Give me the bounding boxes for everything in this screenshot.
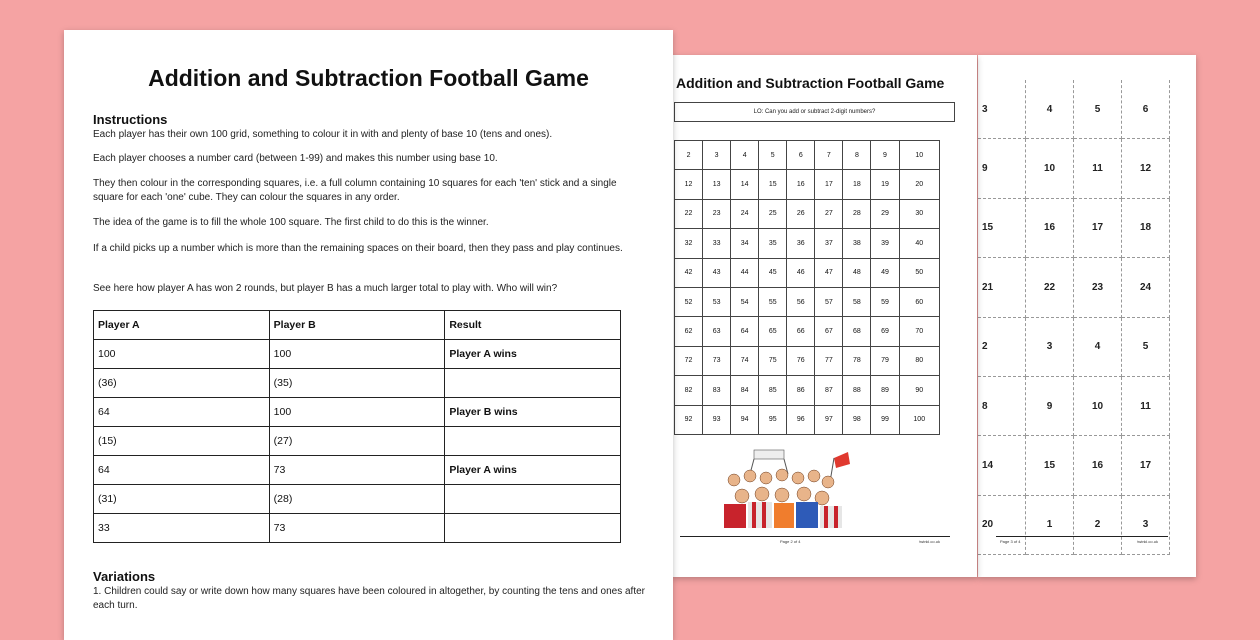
grid-cell: 39 <box>871 229 899 258</box>
grid-cell: 50 <box>899 258 940 287</box>
instructions-heading: Instructions <box>93 112 168 127</box>
table-cell: 64 <box>94 456 270 485</box>
sheet-title: Addition and Subtraction Football Game <box>148 65 589 91</box>
number-card: 17 <box>1122 436 1170 495</box>
grid-cell: 46 <box>787 258 815 287</box>
grid-cell: 4 <box>731 141 759 170</box>
grid-cell: 44 <box>731 258 759 287</box>
grid-cell: 97 <box>815 405 843 434</box>
table-cell: 100 <box>269 398 445 427</box>
table-cell: Player B wins <box>445 398 621 427</box>
table-cell <box>445 427 621 456</box>
table-cell: Player A wins <box>445 456 621 485</box>
grid-cell: 76 <box>787 346 815 375</box>
grid-row <box>675 258 940 287</box>
grid-cell: 95 <box>759 405 787 434</box>
table-cell: 64 <box>94 398 270 427</box>
number-card: 24 <box>1122 258 1170 317</box>
grid-row <box>675 405 940 434</box>
grid-cell: 42 <box>675 258 703 287</box>
variations-heading: Variations <box>93 569 156 584</box>
column-header: Player A <box>94 311 270 340</box>
grid-cell: 55 <box>759 287 787 316</box>
table-row <box>94 514 621 543</box>
grid-cell: 2 <box>675 141 703 170</box>
table-cell: 100 <box>269 340 445 369</box>
grid-cell: 27 <box>815 199 843 228</box>
grid-cell: 89 <box>871 376 899 405</box>
table-row <box>94 456 621 485</box>
hundred-grid <box>674 140 940 435</box>
grid-cell: 26 <box>787 199 815 228</box>
number-card: 3 <box>1026 318 1074 377</box>
instructions-sheet <box>64 30 673 640</box>
footer-site: twinkl.co.uk <box>1137 539 1158 544</box>
grid-cell: 79 <box>871 346 899 375</box>
hundred-grid-sheet <box>672 55 977 577</box>
grid-cell: 94 <box>731 405 759 434</box>
table-cell: 73 <box>269 456 445 485</box>
number-card: 10 <box>1026 139 1074 198</box>
grid-cell: 56 <box>787 287 815 316</box>
number-cards-sheet <box>978 55 1196 577</box>
page-footer <box>996 536 1168 547</box>
results-table <box>93 310 621 543</box>
number-card: 21 <box>978 258 1026 317</box>
number-card: 6 <box>1122 80 1170 139</box>
table-cell <box>445 485 621 514</box>
table-cell: (15) <box>94 427 270 456</box>
grid-cell: 63 <box>703 317 731 346</box>
number-card: 4 <box>1026 80 1074 139</box>
grid-cell: 45 <box>759 258 787 287</box>
instruction-paragraph: They then colour in the corresponding squares, i.e. a full column containing 10 squares for each 'ten' stick and a single square for each 'one' cube. They can colour the squares in any order. <box>93 178 617 203</box>
number-card: 16 <box>1026 199 1074 258</box>
number-card: 15 <box>978 199 1026 258</box>
instruction-paragraph: If a child picks up a number which is more than the remaining spaces on their board, then they pass and play continues. <box>93 243 623 254</box>
grid-row <box>675 141 940 170</box>
grid-row <box>675 199 940 228</box>
grid-sheet-title: Addition and Subtraction Football Game <box>676 75 945 91</box>
grid-row <box>675 376 940 405</box>
number-card: 23 <box>1074 258 1122 317</box>
number-cards-grid <box>978 80 1170 555</box>
table-header-row <box>94 311 621 340</box>
number-card: 14 <box>978 436 1026 495</box>
grid-cell: 29 <box>871 199 899 228</box>
number-card: 2 <box>978 318 1026 377</box>
grid-cell: 83 <box>703 376 731 405</box>
grid-cell: 92 <box>675 405 703 434</box>
variation-paragraph: 1. Children could say or write down how many squares have been coloured in altogether, by counting the tens and ones after each turn. <box>93 586 646 611</box>
number-card: 8 <box>978 377 1026 436</box>
grid-cell: 62 <box>675 317 703 346</box>
grid-cell: 30 <box>899 199 940 228</box>
grid-cell: 77 <box>815 346 843 375</box>
number-card: 20 <box>978 496 1026 555</box>
grid-cell: 24 <box>731 199 759 228</box>
grid-cell: 33 <box>703 229 731 258</box>
grid-cell: 93 <box>703 405 731 434</box>
grid-cell: 37 <box>815 229 843 258</box>
grid-cell: 60 <box>899 287 940 316</box>
footer-page-number: Page 3 of 4 <box>1000 539 1021 544</box>
grid-cell: 59 <box>871 287 899 316</box>
number-card: 4 <box>1074 318 1122 377</box>
grid-row <box>675 317 940 346</box>
grid-cell: 86 <box>787 376 815 405</box>
table-cell <box>445 369 621 398</box>
grid-cell: 36 <box>787 229 815 258</box>
grid-cell: 40 <box>899 229 940 258</box>
table-cell: (35) <box>269 369 445 398</box>
grid-cell: 6 <box>787 141 815 170</box>
grid-cell: 69 <box>871 317 899 346</box>
number-card: 12 <box>1122 139 1170 198</box>
instruction-paragraph: Each player has their own 100 grid, something to colour it in with and plenty of base 10 (tens and ones). <box>93 129 553 140</box>
instruction-paragraph: The idea of the game is to fill the whole 100 square. The first child to do this is the winner. <box>93 217 489 228</box>
learning-objective-box: LO: Can you add or subtract 2-digit numbers? <box>674 102 955 122</box>
number-card: 9 <box>978 139 1026 198</box>
grid-cell: 53 <box>703 287 731 316</box>
grid-cell: 8 <box>843 141 871 170</box>
grid-cell: 64 <box>731 317 759 346</box>
grid-cell: 28 <box>843 199 871 228</box>
grid-cell: 98 <box>843 405 871 434</box>
grid-cell: 38 <box>843 229 871 258</box>
grid-cell: 34 <box>731 229 759 258</box>
table-cell: (27) <box>269 427 445 456</box>
grid-row <box>675 170 940 199</box>
column-header: Result <box>445 311 621 340</box>
number-card: 1 <box>1026 496 1074 555</box>
table-row <box>94 340 621 369</box>
football-fans-illustration <box>716 448 866 528</box>
number-card: 2 <box>1074 496 1122 555</box>
grid-cell: 90 <box>899 376 940 405</box>
grid-cell: 9 <box>871 141 899 170</box>
grid-cell: 96 <box>787 405 815 434</box>
number-card: 16 <box>1074 436 1122 495</box>
page-footer <box>680 536 950 547</box>
table-cell: 73 <box>269 514 445 543</box>
table-cell: (28) <box>269 485 445 514</box>
grid-cell: 67 <box>815 317 843 346</box>
number-card: 5 <box>1122 318 1170 377</box>
grid-cell: 35 <box>759 229 787 258</box>
grid-cell: 5 <box>759 141 787 170</box>
number-card: 18 <box>1122 199 1170 258</box>
table-row <box>94 398 621 427</box>
grid-cell: 70 <box>899 317 940 346</box>
grid-cell: 52 <box>675 287 703 316</box>
number-card: 10 <box>1074 377 1122 436</box>
grid-cell: 47 <box>815 258 843 287</box>
grid-cell: 87 <box>815 376 843 405</box>
grid-cell: 18 <box>843 170 871 199</box>
table-cell: (36) <box>94 369 270 398</box>
grid-cell: 74 <box>731 346 759 375</box>
grid-cell: 75 <box>759 346 787 375</box>
number-card: 17 <box>1074 199 1122 258</box>
grid-row <box>675 346 940 375</box>
number-card: 3 <box>1122 496 1170 555</box>
table-row <box>94 485 621 514</box>
grid-cell: 73 <box>703 346 731 375</box>
number-card: 3 <box>978 80 1026 139</box>
grid-cell: 82 <box>675 376 703 405</box>
number-card: 11 <box>1074 139 1122 198</box>
grid-cell: 10 <box>899 141 940 170</box>
grid-cell: 88 <box>843 376 871 405</box>
grid-cell: 14 <box>731 170 759 199</box>
table-cell: 33 <box>94 514 270 543</box>
grid-cell: 58 <box>843 287 871 316</box>
table-row <box>94 369 621 398</box>
grid-cell: 12 <box>675 170 703 199</box>
instruction-paragraph: See here how player A has won 2 rounds, but player B has a much larger total to play with. Who will win? <box>93 283 558 294</box>
table-cell: 100 <box>94 340 270 369</box>
grid-cell: 100 <box>899 405 940 434</box>
grid-cell: 3 <box>703 141 731 170</box>
number-card: 11 <box>1122 377 1170 436</box>
grid-cell: 15 <box>759 170 787 199</box>
grid-cell: 25 <box>759 199 787 228</box>
grid-cell: 54 <box>731 287 759 316</box>
number-card: 15 <box>1026 436 1074 495</box>
grid-cell: 43 <box>703 258 731 287</box>
grid-cell: 57 <box>815 287 843 316</box>
instruction-paragraph: Each player chooses a number card (between 1-99) and makes this number using base 10. <box>93 153 498 164</box>
grid-cell: 85 <box>759 376 787 405</box>
grid-cell: 16 <box>787 170 815 199</box>
number-card: 9 <box>1026 377 1074 436</box>
table-cell: Player A wins <box>445 340 621 369</box>
grid-cell: 17 <box>815 170 843 199</box>
grid-cell: 22 <box>675 199 703 228</box>
grid-cell: 78 <box>843 346 871 375</box>
grid-cell: 32 <box>675 229 703 258</box>
grid-cell: 13 <box>703 170 731 199</box>
grid-cell: 65 <box>759 317 787 346</box>
grid-row <box>675 287 940 316</box>
grid-cell: 80 <box>899 346 940 375</box>
grid-cell: 49 <box>871 258 899 287</box>
column-header: Player B <box>269 311 445 340</box>
table-cell: (31) <box>94 485 270 514</box>
table-row <box>94 427 621 456</box>
grid-row <box>675 229 940 258</box>
grid-cell: 19 <box>871 170 899 199</box>
table-cell <box>445 514 621 543</box>
grid-cell: 99 <box>871 405 899 434</box>
grid-cell: 66 <box>787 317 815 346</box>
grid-cell: 68 <box>843 317 871 346</box>
grid-cell: 84 <box>731 376 759 405</box>
grid-cell: 20 <box>899 170 940 199</box>
grid-cell: 7 <box>815 141 843 170</box>
footer-page-number: Page 2 of 4 <box>780 539 801 544</box>
grid-cell: 23 <box>703 199 731 228</box>
grid-cell: 48 <box>843 258 871 287</box>
grid-cell: 72 <box>675 346 703 375</box>
number-card: 22 <box>1026 258 1074 317</box>
footer-site: twinkl.co.uk <box>919 539 940 544</box>
number-card: 5 <box>1074 80 1122 139</box>
